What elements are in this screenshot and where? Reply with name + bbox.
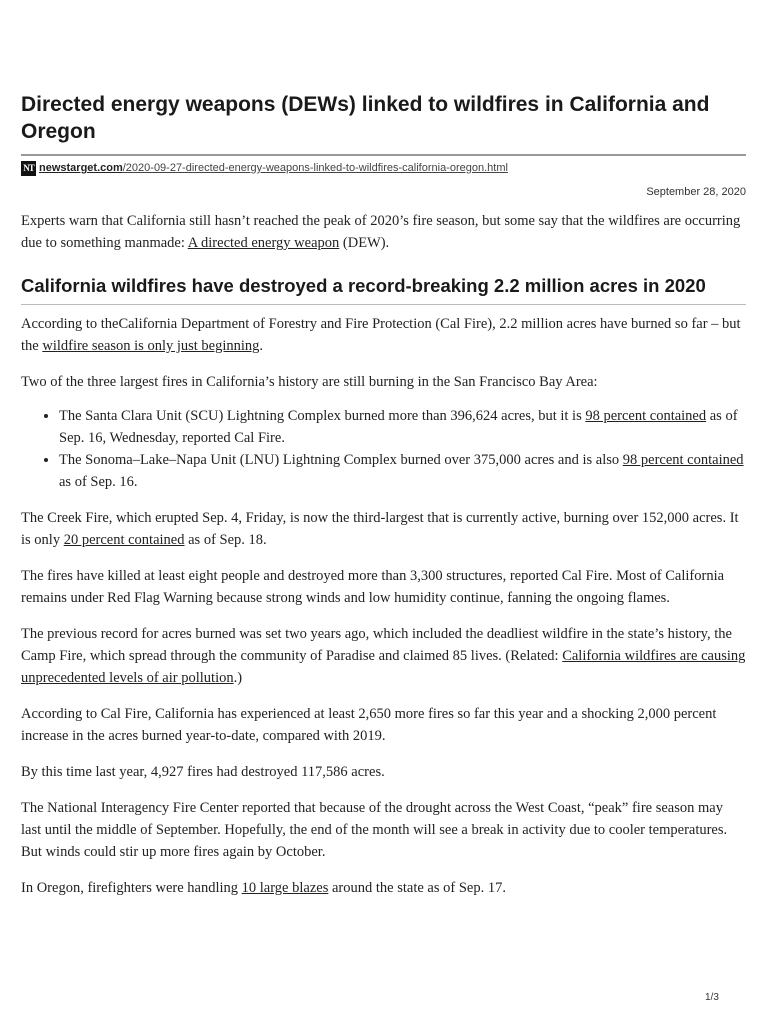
dew-link[interactable]: A directed energy weapon [187, 235, 340, 251]
source-path-link[interactable]: /2020-09-27-directed-energy-weapons-linked-to-wildfires-california-oregon.html [122, 162, 508, 174]
article-page [21, 0, 746, 899]
intro-text-end: (DEW). [339, 235, 390, 251]
list-item [59, 405, 746, 449]
section-heading: California wildfires have destroyed a record-breaking 2.2 million acres in 2020 [21, 274, 746, 305]
page-number: 1/3 [705, 992, 719, 1003]
fires-list [21, 405, 746, 493]
paragraph-4: The fires have killed at least eight people and destroyed more than 3,300 structures, reported Cal Fire. Most of California remains under Red Flag Warning because strong winds and low humidity continue, fanning the ongoing flames. [21, 568, 725, 606]
paragraph-7: By this time last year, 4,927 fires had destroyed 117,586 acres. [21, 764, 385, 780]
scu-contained-link[interactable]: 98 percent contained [585, 408, 707, 424]
paragraph-9 [21, 877, 746, 899]
bullet-1-text-end: as of Sep. 16, Wednesday, reported Cal Fire. [59, 408, 738, 446]
article-date: September 28, 2020 [646, 186, 746, 198]
paragraph-3 [21, 507, 746, 551]
p5-text: The previous record for acres burned was set two years ago, which included the deadliest wildfire in the state’s history, the Camp Fire, which spread through the community of Paradise and claimed 85 lives. (Related: [21, 626, 732, 664]
creek-contained-link[interactable]: 20 percent contained [63, 532, 185, 548]
p9-text-end: around the state as of Sep. 17. [328, 880, 506, 896]
bullet-2-text: The Sonoma–Lake–Napa Unit (LNU) Lightning Complex burned over 375,000 acres and is also [59, 452, 623, 468]
p9-text: In Oregon, firefighters were handling [21, 880, 242, 896]
intro-paragraph [21, 210, 746, 254]
intro-text: Experts warn that California still hasn’t reached the peak of 2020’s fire season, but some say that the wildfires are occurring due to something manmade: [21, 213, 741, 251]
bullet-2-text-end: as of Sep. 16. [59, 474, 138, 490]
article-title: Directed energy weapons (DEWs) linked to wildfires in California and Oregon [21, 93, 710, 143]
p5-text-end: .) [233, 670, 243, 686]
newstarget-logo-icon: NT [21, 161, 36, 176]
source-domain-link[interactable]: newstarget.com [39, 162, 123, 174]
bullet-1-text: The Santa Clara Unit (SCU) Lightning Complex burned more than 396,624 acres, but it is [59, 408, 586, 424]
paragraph-8: The National Interagency Fire Center reported that because of the drought across the West Coast, “peak” fire season may last until the middle of September. Hopefully, the end of the month will see a break in activity due to cooler temperatures. But winds could stir up more fires again by October. [21, 800, 728, 860]
paragraph-1 [21, 313, 746, 357]
paragraph-6: According to Cal Fire, California has experienced at least 2,650 more fires so far this year and a shocking 2,000 percent increase in the acres burned year-to-date, compared with 2019. [21, 706, 717, 744]
p1-text: According to theCalifornia Department of Forestry and Fire Protection (Cal Fire), 2.2 million acres have burned so far – but the [21, 316, 741, 354]
lnu-contained-link[interactable]: 98 percent contained [622, 452, 744, 468]
paragraph-2: Two of the three largest fires in California’s history are still burning in the San Francisco Bay Area: [21, 374, 598, 390]
p3-text-end: as of Sep. 18. [184, 532, 267, 548]
source-bar [21, 154, 746, 176]
paragraph-5 [21, 623, 746, 689]
list-item [59, 449, 746, 493]
air-pollution-link[interactable]: California wildfires are causing unprecedented levels of air pollution [21, 648, 746, 686]
wildfire-season-link[interactable]: wildfire season is only just beginning [42, 338, 260, 354]
p1-text-end: . [259, 338, 264, 354]
large-blazes-link[interactable]: 10 large blazes [241, 880, 329, 896]
p3-text: The Creek Fire, which erupted Sep. 4, Friday, is now the third-largest that is currently active, burning over 152,000 acres. It is only [21, 510, 739, 548]
